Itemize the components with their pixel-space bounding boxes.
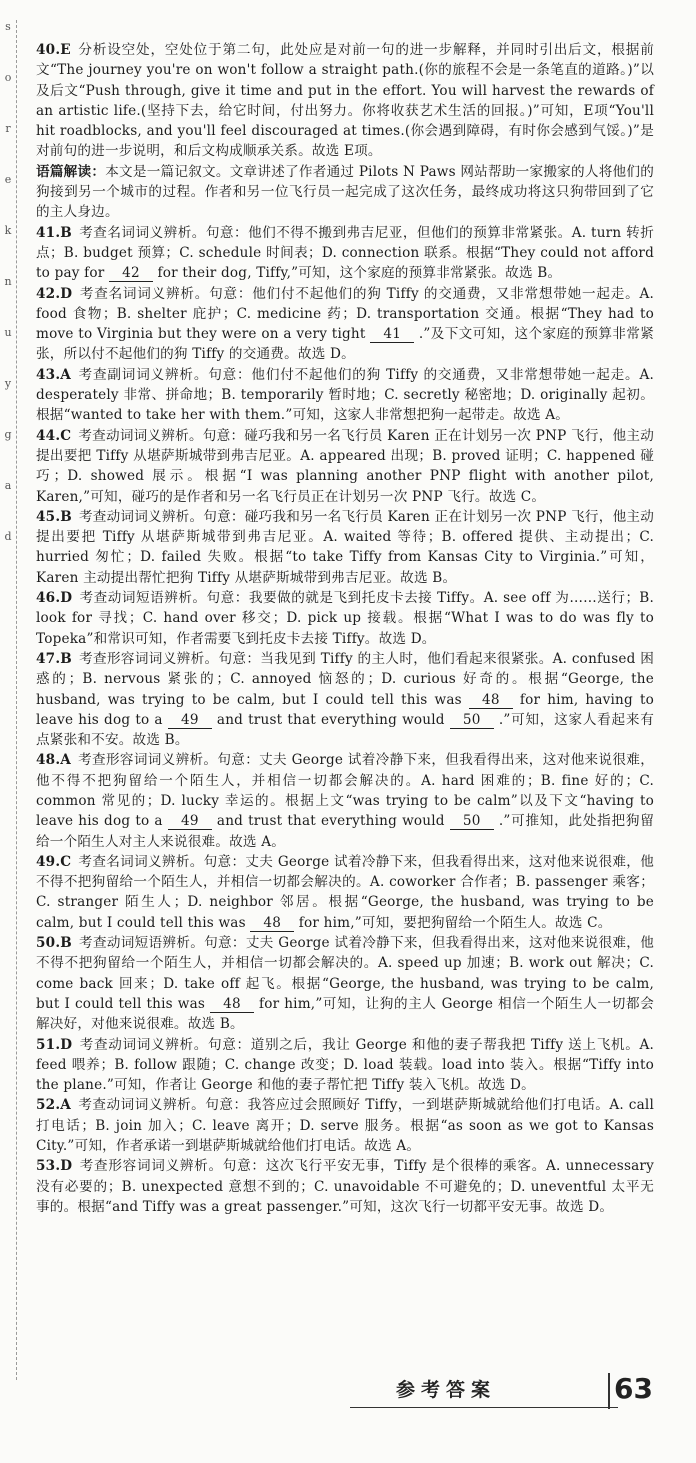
explanation-text: for him,”可知，要把狗留给一个陌生人。故选 C。 [294,914,612,931]
answer-number: 46.D [36,590,80,607]
answer-item [36,933,654,1034]
explanation-text: for him,”可知，让狗的主人 George 相信一个陌生人一切都会解决好，对他来说很难。故选 B。 [36,995,654,1033]
answer-item [36,365,654,426]
gutter-mark: n [4,275,12,288]
explanation-text: 考查动词词义辨析。句意：道别之后，我让 George 和他的妻子帮我把 Tiffy 送上飞机。A. feed 喂养；B. follow 跟随；C. change 改变；D. load 装载。load into 装入。根据“Tiffy into the plane.”可知，作者让 George 和他的妻子帮忙把 Tiffy 装入飞机。故选 D。 [36,1036,654,1094]
blank-reference: 50 [450,813,494,830]
explanation-text: for their dog, Tiffy,”可知，这个家庭的预算非常紧张。故选 B。 [153,265,562,282]
blank-reference: 48 [250,915,294,932]
explanation-text: 考查形容词词义辨析。句意：丈夫 George 试着冷静下来，但我看得出来，这对他来说很难，他不得不把狗留给一个陌生人，并相信一切都会解决的。A. hard 困难的；B. fine 好的；C. common 常见的；D. lucky 幸运的。根据上文“was trying to be calm”以及下文“having to leave his dog to a [36,752,654,830]
blank-reference: 49 [168,813,212,830]
answer-item [36,588,654,649]
answer-item [36,1095,654,1156]
summary-label: 语篇解读： [36,163,106,180]
gutter-mark: g [4,428,12,441]
gutter-mark: y [4,377,12,390]
answer-item [36,426,654,507]
explanation-text: 考查形容词词义辨析。句意：这次飞行平安无事，Tiffy 是个很棒的乘客。A. unnecessary 没有必要的；B. unexpected 意想不到的；C. unavoidable 不可避免的；D. uneventful 太平无事的。根据“and Tiffy was a great passenger.”可知，这次飞行一切都平安无事。故选 D。 [36,1158,654,1215]
explanation-text: for him, having to leave his dog to a [36,691,654,728]
left-binding-gutter [0,20,17,1380]
answer-number: 42.D [36,285,80,302]
answer-number: 40.E [36,42,78,58]
explanation-text: 本文是一篇记叙文。文章讲述了作者通过 Pilots N Paws 网站帮助一家搬家的人将他们的狗接到另一个城市的过程。作者和另一位飞行员一起完成了这次任务，最终成功将这只狗带回到了它的主人身边。 [36,163,654,221]
footer-title: 参考答案 [396,1379,497,1401]
footer-section-label [350,1373,620,1413]
explanation-text: 考查动词短语辨析。句意：丈夫 George 试着冷静下来，但我看得出来，这对他来说很难，他不得不把狗留给一个陌生人，并相信一切都会解决的。A. speed up 加速；B. work out 解决；C. come back 回来；D. take off 起飞。根据“George, the husband, was trying to be calm, but I could tell this was [36,935,654,1012]
passage-summary [36,162,654,223]
answer-number: 53.D [36,1158,80,1175]
answer-item [36,1035,654,1096]
answer-number: 45.B [36,508,79,525]
explanation-text: 考查动词词义辨析。句意：碰巧我和另一名飞行员 Karen 正在计划另一次 PNP 飞行，他主动提出要把 Tiffy 从堪萨斯城带到弗吉尼亚。A. waited 等待；B. offered 提供、主动提出；C. hurried 匆忙；D. failed 失败。根据“to take Tiffy from Kansas City to Virginia.”可知，Karen 主动提出帮忙把狗 Tiffy 从堪萨斯城带到弗吉尼亚。故选 B。 [36,508,654,586]
answer-explanations [36,40,654,1217]
explanation-text: .”可推知，此处指把狗留给一个陌生人对主人来说很难。故选 A。 [36,813,655,850]
blank-reference: 42 [109,265,153,282]
answer-item [36,40,654,162]
gutter-mark: d [4,530,12,543]
answer-item [36,507,654,588]
answer-number: 47.B [36,650,79,667]
explanation-text: 分析设空处，空处位于第二句，此处应是对前一句的进一步解释，并同时引出后文，根据前文“The journey you're on won't follow a straight path.(你的旅程不会是一条笔直的道路。)”以及后文“Push through, give it time and put in the effort. You will harvest the rewards of an artistic life.(坚持下去，给它时间，付出努力。你将收获艺术生活的回报。)”可知，E项“You'll hit roadblocks, and you'll feel discouraged at times.(你会遇到障碍，有时你会感到气馁。)”是对前句的进一步说明，和后文构成顺承关系。故选 E项。 [36,42,654,160]
explanation-text: 考查形容词词义辨析。句意：当我见到 Tiffy 的主人时，他们看起来很紧张。A. confused 困惑的；B. nervous 紧张的；C. annoyed 恼怒的；D. curious 好奇的。根据“George, the husband, was trying to be calm, but I could tell this was [36,650,654,708]
gutter-mark: e [4,173,12,186]
explanation-text: .”可知，这家人看起来有点紧张和不安。故选 B。 [36,711,655,749]
explanation-text: 考查动词短语辨析。句意：我要做的就是飞到托皮卡去接 Tiffy。A. see off 为……送行；B. look for 寻找；C. hand over 移交；D. pick up 接载。根据“What I was to do was fly to Topeka”和常识可知，作者需要飞到托皮卡去接 Tiffy。故选 D。 [36,590,654,647]
answer-number: 48.A [36,752,78,769]
explanation-text: 考查名词词义辨析。句意：他们不得不搬到弗吉尼亚，但他们的预算非常紧张。A. turn 转折点；B. budget 预算；C. schedule 时间表；D. connection 联系。根据“They could not afford to pay for [36,224,654,282]
blank-reference: 48 [210,996,254,1013]
answer-item [36,284,654,365]
answer-item [36,223,654,284]
gutter-mark: k [4,224,12,237]
gutter-mark: r [5,122,11,135]
blank-reference: 50 [450,712,494,729]
explanation-text: 考查副词词义辨析。句意：他们付不起他们的狗 Tiffy 的交通费，又非常想带她一起走。A. desperately 非常、拼命地；B. temporarily 暂时地；C. secretly 秘密地；D. originally 起初。根据“wanted to take her with them.”可知，这家人非常想把狗一起带走。故选 A。 [36,366,654,424]
gutter-mark: s [5,20,11,33]
footer-divider [608,1373,610,1409]
answer-number: 41.B [36,224,79,241]
page-number: 63 [614,1372,653,1405]
answer-item [36,750,654,851]
explanation-text: 考查名词词义辨析。句意：丈夫 George 试着冷静下来，但我看得出来，这对他来说很难，他不得不把狗留给一个陌生人，并相信一切都会解决的。A. coworker 合作者；B. passenger 乘客；C. stranger 陌生人；D. neighbor 邻居。根据“George, the husband, was trying to be calm, but I could tell this was [36,853,654,931]
blank-reference: 48 [469,692,513,709]
gutter-mark: o [4,71,12,84]
explanation-text: and trust that everything would [211,711,450,728]
answer-number: 43.A [36,366,78,383]
answer-item [36,852,654,933]
explanation-text: 考查名词词义辨析。句意：他们付不起他们的狗 Tiffy 的交通费，又非常想带她一起走。A. food 食物；B. shelter 庇护；C. medicine 药；D. transportation 交通。根据“They had to move to Virginia but they were on a very tight [36,285,654,343]
answer-number: 44.C [36,427,79,444]
answer-number: 51.D [36,1036,80,1053]
footer-rule [350,1407,618,1408]
answer-number: 49.C [36,853,79,870]
answer-item [36,649,654,750]
blank-reference: 49 [168,712,212,729]
answer-number: 50.B [36,935,79,952]
explanation-text: 考查动词词义辨析。句意：我答应过会照顾好 Tiffy，一到堪萨斯城就给他们打电话。A. call 打电话；B. join 加入；C. leave 离开；D. serve 服务。根据“as soon as we got to Kansas City.”可知，作者承诺一到堪萨斯城就给他们打电话。故选 A。 [36,1097,654,1155]
gutter-mark: a [4,479,12,492]
explanation-text: and trust that everything would [211,813,450,830]
blank-reference: 41 [370,326,414,343]
explanation-text: .”及下文可知，这个家庭的预算非常紧张，所以付不起他们的狗 Tiffy 的交通费。故选 D。 [36,326,655,363]
explanation-text: 考查动词词义辨析。句意：碰巧我和另一名飞行员 Karen 正在计划另一次 PNP 飞行，他主动提出要把 Tiffy 从堪萨斯城带到弗吉尼亚。A. appeared 出现；B. proved 证明；C. happened 碰巧；D. showed 展示。根据“I was planning another PNP flight with another pilot, Karen,”可知，碰巧的是作者和另一名飞行员正在计划另一次 PNP 飞行。故选 C。 [36,427,654,505]
answer-item [36,1156,654,1217]
answer-number: 52.A [36,1097,78,1114]
gutter-mark: u [4,326,12,339]
